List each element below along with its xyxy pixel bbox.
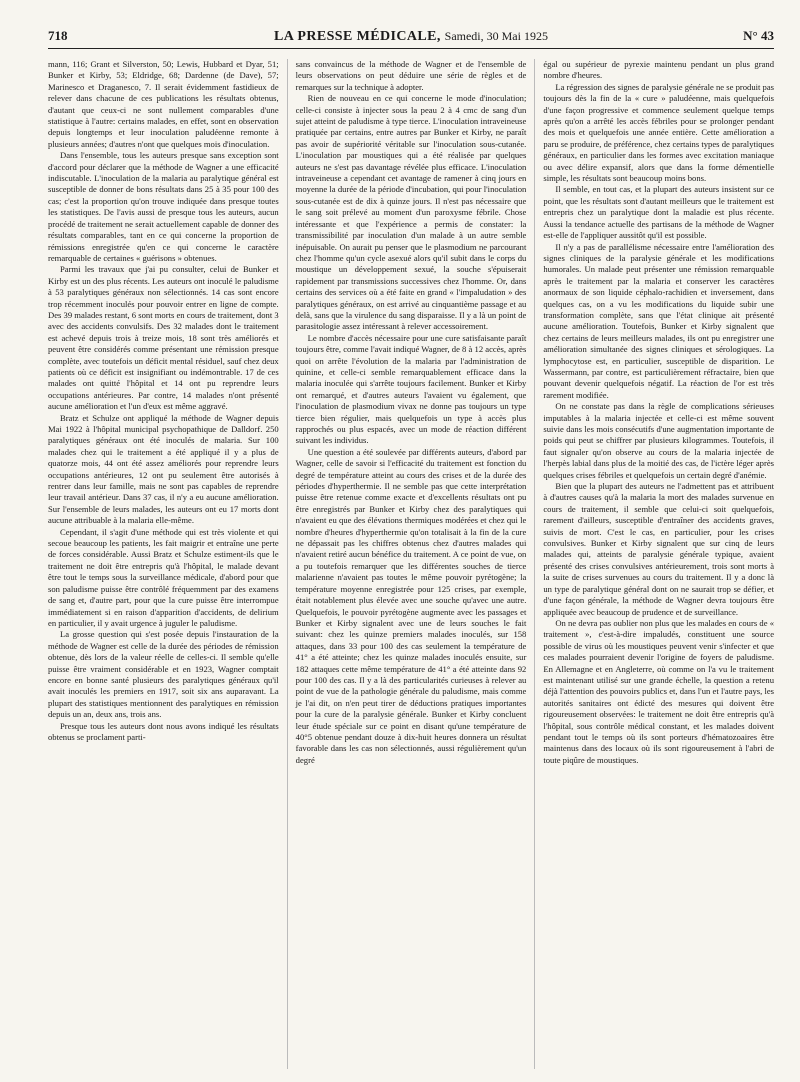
- paragraph: La régression des signes de paralysie générale ne se produit pas toujours dès la fin de la « cure » paludéenne, mais quelquefois d'une façon progressive et commence seulement quelque temps après qu'on a arrêté les accès fébriles pour se prolonger pendant des mois et quelquefois une année entière. Cette amélioration a paru se produire, de préférence, chez certains types de paralytiques généraux, en particulier dans les formes avec excitation maniaque ou avec délire expansif, alors que dans la forme démentielle simple, les résultats sont beaucoup moins bons.: [543, 81, 775, 184]
- paragraph: Il n'y a pas de parallélisme nécessaire entre l'amélioration des signes cliniques de la paralysie générale et les modifications humorales. Un malade peut présenter une rémission remarquable après le traitement par la malaria et conserver les caractères anormaux de son liquide céphalo-rachidien et inversement, dans quelques cas, on a vu les modifications du liquide subir une transformation complète, sans que l'état clinique ait présenté aucune amélioration. Toutefois, Bunker et Kirby signalent que chez certains de leurs meilleurs malades, ils ont pu enregistrer une amélioration simultanée des signes cliniques et sérologiques. La lymphocytose est, en particulier, susceptible de disparition. Le Wassermann, par contre, est particulièrement réfractaire, bien que pouvant devenir quelquefois négatif. La réaction de l'or est très rarement modifiée.: [543, 241, 775, 400]
- page-number: 718: [48, 28, 68, 43]
- paragraph: Le nombre d'accès nécessaire pour une cure satisfaisante paraît toujours être, comme l'avait indiqué Wagner, de 8 à 12 accès, après quoi on arrête l'évolution de la malaria par l'administration de quinine, et celle-ci semble remarquablement efficace dans la malaria inoculée qui s'arrête toujours facilement. Bunker et Kirby ont remarqué, et d'autres auteurs l'avaient vu également, que l'inoculation de plasmodium vivax ne donne pas toujours un type tierce bien régulier, mais quelquefois un type à accès plus rapprochés ou plus espacés, avec un mode de réaction différent suivant les individus.: [295, 332, 527, 446]
- paragraph: égal ou supérieur de pyrexie maintenu pendant un plus grand nombre d'heures.: [543, 59, 775, 81]
- page-header: [48, 28, 774, 49]
- column-2: [287, 59, 535, 1069]
- journal-title: [118, 29, 704, 45]
- column-1: [48, 59, 287, 1069]
- paragraph: La grosse question qui s'est posée depuis l'instauration de la méthode de Wagner est celle de la durée des périodes de rémission obtenue, dès lors de la valeur réelle de celles-ci. Il semble qu'elle puisse être vraiment considérable et en 1923, Wagner comptait encore en bonne santé plusieurs des paralytiques généraux qu'il avait inoculés les premiers en 1917, soit six ans auparavant. La plupart des statistiques mentionnent des paralytiques en rémission depuis un an, deux ans, trois ans.: [48, 629, 279, 720]
- issue-number: N° 43: [743, 28, 774, 43]
- paragraph: Bien que la plupart des auteurs ne l'admettent pas et attribuent à d'autres causes qu'à la malaria la mort des malades survenue en cours de traitement, il semble que celui-ci soit quelquefois, rarement d'ailleurs, susceptible d'entraîner des accidents graves, suivis de mort. C'est le cas, en particulier, pour les crises convulsives. Bunker et Kirby signalent que sur cinq de leurs malades qui, atteints de paralysie générale typique, avaient présenté des crises convulsives antérieurement, trois sont morts à la suite de crises survenues au cours du traitement. Il y a donc là un type de paralytique général dont on ne saurait trop se défier, et d'une façon générale, la méthode de Wagner devra toujours être appliquée avec beaucoup de prudence et de surveillance.: [543, 481, 775, 617]
- paragraph: Cependant, il s'agit d'une méthode qui est très violente et qui secoue beaucoup les patients, les fait maigrir et entraîne une perte de forces considérable. Aussi Bratz et Schulze estiment-ils que le traitement ne doit être entrepris qu'à l'hôpital, le malade devant être tout le temps sous la surveillance médicale, d'abord pour que son paludisme puisse être contrôlé fréquemment par des examens de sang et, d'autre part, pour que la cure puisse être interrompue immédiatement si en raison d'apparition d'accidents, de delirium en particulier, il y avait urgence à juguler le paludisme.: [48, 526, 279, 628]
- journal-name: LA PRESSE MÉDICALE,: [274, 29, 441, 44]
- article-columns: [48, 59, 774, 1069]
- paragraph: sans convaincus de la méthode de Wagner et de l'ensemble de leurs observations on peut déduire une série de règles et de remarques sur la technique à adopter.: [295, 59, 527, 92]
- paragraph: Il semble, en tout cas, et la plupart des auteurs insistent sur ce point, que les résultats sont d'autant meilleurs que le traitement est entrepris chez un paralytique dont la maladie est plus récente. Aussi la tendance actuelle des partisans de la méthode de Wagner est-elle de l'appliquer aussitôt qu'il est possible.: [543, 184, 775, 241]
- column-3: [534, 59, 774, 1069]
- paragraph: Parmi les travaux que j'ai pu consulter, celui de Bunker et Kirby est un des plus récents. Les auteurs ont inoculé le paludisme à 53 paralytiques généraux non sélectionnés. 14 cas sont encore trop récemment inoculés pour pouvoir entrer en ligne de compte. Des 39 malades restant, 6 sont morts en cours de traitement, dont 3 avec des accidents convulsifs. Des 32 malades dont le traitement est achevé depuis trois à treize mois, 18 sont très améliorés et peuvent être considérés comme présentant une rémission presque complète, avec toutefois un déficit mental résiduel, sauf chez deux patients où ce déficit est insignifiant ou indémontrable. 17 de ces malades ont quitté l'hôpital et 14 ont pu reprendre leurs occupations antérieures. Par contre, 14 malades n'ont présenté aucune amélioration et l'un d'eux est même aggravé.: [48, 264, 279, 412]
- paragraph: Rien de nouveau en ce qui concerne le mode d'inoculation; celle-ci consiste à injecter sous la peau 2 à 4 cmc de sang d'un sujet atteint de paludisme à type tierce. L'inoculation intraveineuse pratiquée par certains, entre autres par Bunker et Kirby, ne paraît pas avoir de supériorité véritable sur l'inoculation sous-cutanée. L'inoculation par moustiques qui a été réalisée par quelques auteurs ne s'est pas davantage révélée plus efficace. L'inoculation intraveineuse a cependant cet avantage de ramener à cinq jours en moyenne la durée de la période d'incubation, qui pour l'inoculation sous-cutanée est de dix à quinze jours. Il n'est pas nécessaire que le sang soit prélevé au moment d'un paroxysme fébrile. Chose intéressante et que l'expérience a permis de constater: la transmissibilité par inoculation d'un malade à un autre semble inépuisable. On aurait pu penser que le plasmodium ne parcourant chez l'homme qu'un cycle asexué alors qu'il subit dans le corps du moustique un développement sexué, la souche s'épuiserait rapidement par transmissions successives chez l'homme. Or, dans certains des services où a été faite en grand « l'impaludation » des paralytiques généraux, on est arrivé au cinquantième passage et au delà, sans que la virulence du sang disparaisse. Il y a là un point de parasitologie assez intéressant à relever accessoirement.: [295, 93, 527, 332]
- paragraph: On ne devra pas oublier non plus que les malades en cours de « traitement », c'est-à-dire impaludés, constituent une source possible de virus où les moustiques peuvent venir s'infecter et que ces malades pourraient devenir l'origine de foyers de paludisme. En Allemagne et en Angleterre, où comme on l'a vu le traitement est maintenant utilisé sur une grande échelle, la question a retenu déjà l'attention des pouvoirs publics et, dans l'un et l'autre pays, les autorités sanitaires ont édicté des mesures qui doivent être rigoureusement observées: le traitement ne doit être entrepris qu'à l'hôpital, sous contrôle médical constant, et les malades doivent pendant tout le temps où ils sont porteurs d'hématozoaires être maintenus dans des locaux où ils sont rigoureusement à l'abri de toute piqûre de moustiques.: [543, 617, 775, 765]
- paragraph: On ne constate pas dans la règle de complications sérieuses imputables à la malaria injectée et celle-ci est même souvent suivie dans les mois consécutifs d'une augmentation importante de poids qui peut se chiffrer par plusieurs kilogrammes. Toutefois, il faut signaler qu'on observe au cours de la malaria injectée de l'herpès labial dans plus de la moitié des cas, de l'ictère léger après quelques crises fébriles et quelquefois un certain degré d'anémie.: [543, 401, 775, 480]
- paragraph: Presque tous les auteurs dont nous avons indiqué les résultats obtenus se proclament parti-: [48, 720, 279, 742]
- paragraph: mann, 116; Grant et Silverston, 50; Lewis, Hubbard et Dyar, 51; Bunker et Kirby, 53; Eldridge, 68; Dardenne (de Dave), 57; Marinesco et Draganesco, 7. Il serait évidemment fastidieux de relever dans chacune de ces publications les résultats obtenus, d'autant que ceux-ci ne sont nullement comparables d'une statistique à l'autre: certains malades, en effet, sont en observation depuis longtemps et leur inoculation paludéenne remonte à plusieurs années; d'autres n'ont que quelques mois d'inoculation.: [48, 59, 279, 149]
- paragraph: Dans l'ensemble, tous les auteurs presque sans exception sont d'accord pour déclarer que la méthode de Wagner a une efficacité indiscutable. L'inoculation de la malaria au paralytique général est susceptible de donner de bons résultats dans 25 à 35 pour 100 des cas; c'est la proportion qu'on trouve indiquée dans presque toutes les statistiques. De l'avis aussi de presque tous les auteurs, aucun procédé de traitement ne serait actuellement capable de donner des résultats comparables, tant en ce qui concerne la proportion de rémissions enregistrée qu'en ce qui concerne le caractère remarquable de certaines « guérisons » obtenues.: [48, 150, 279, 263]
- paragraph: Une question a été soulevée par différents auteurs, d'abord par Wagner, celle de savoir si l'efficacité du traitement est fonction du degré de température atteint au cours des crises et de la durée des périodes d'hyperthermie. Il ne semble pas que cette interprétation puisse être retenue comme exacte et d'excellents résultats ont pu être enregistrés par Bunker et Kirby chez des paralytiques qui n'avaient eu que des élévations thermiques modérées et chez qui le nombre d'heures d'hyperthermie qu'on totalisait à la fin de la cure ne dépassait pas les chiffres obtenus chez d'autres malades qui n'avaient retiré aucun bénéfice du traitement. A ce point de vue, on a pu toutefois remarquer que les différentes souches de tierce malarienne n'avaient pas toutes le même pouvoir pyrétogène; la température moyenne enregistrée pour 125 crises, par exemple, était notablement plus élevée avec une souche qu'avec une autre. Quelquefois, le pouvoir pyrétogène augmente avec les passages et Bunker et Kirby signalent avec une de leurs souches le fait suivant: chez les quinze premiers malades inoculés, sur 158 attaques, dans 33 pour 100 des cas seulement la température de 41° a été atteinte; chez les quinze malades inoculés ensuite, sur 182 attaques cette même température de 41° a été atteinte dans 92 pour 100 des cas. Il y a là des particularités curieuses à relever au point de vue de la pathologie générale du paludisme, mais comme je l'ai dit, on n'en peut tirer de déductions pratiques importantes pour la cure de la paralysie générale. Bunker et Kirby concluent leur étude spéciale sur ce point en disant qu'une température de 40°5 obtenue pendant douze à dix-huit heures donnera un résultat favorable dans les cas non sélectionnés, aussi régulièrement qu'un degré: [295, 446, 527, 765]
- issue-date: Samedi, 30 Mai 1925: [444, 29, 548, 43]
- paragraph: Bratz et Schulze ont appliqué la méthode de Wagner depuis Mai 1922 à l'hôpital municipal psychopathique de Dalldorf. 250 paralytiques généraux ont été inoculés de malaria. Sur 100 malades chez qui le traitement a été appliqué il y a plus de quatorze mois, 44 ont été assez améliorés pour reprendre leurs occupations antérieures, 12 ont pu seulement être autorisés à rentrer dans leur famille, mais ne sont pas capables de reprendre leur travail antérieur. Dans 37 cas, il n'y a eu aucune amélioration. Sur l'ensemble de leurs malades, les auteurs ont eu 17 morts dont aucune attribuable à la malaria elle-même.: [48, 412, 279, 526]
